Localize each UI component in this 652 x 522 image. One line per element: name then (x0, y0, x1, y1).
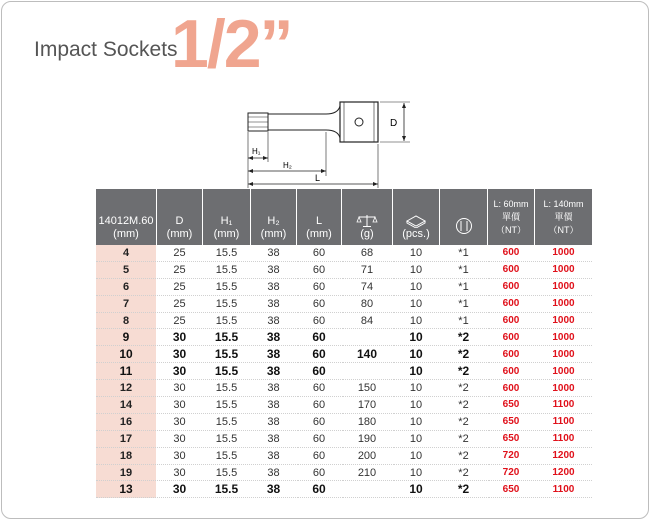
size-cell: 14 (96, 397, 156, 414)
table-row (96, 397, 592, 414)
col-header-l-unit: (mm) (306, 228, 332, 240)
table-row (96, 363, 592, 380)
price-60-cell: 600 (488, 279, 534, 296)
price-60-cell: 650 (488, 481, 534, 498)
col-header-price-140-unit: （NT） (548, 224, 579, 235)
weight-cell: 74 (342, 279, 392, 296)
size-cell: 17 (96, 431, 156, 448)
h2-cell: 38 (251, 481, 296, 498)
h2-cell: 38 (251, 245, 296, 262)
col-header-h1 (203, 189, 250, 245)
l-cell: 60 (297, 380, 341, 397)
h2-cell: 38 (251, 346, 296, 363)
price-140-cell: 1000 (535, 279, 592, 296)
weight-cell: 180 (342, 414, 392, 431)
h1-cell: 15.5 (203, 465, 250, 482)
type-cell: *2 (440, 397, 487, 414)
d-cell: 30 (157, 363, 202, 380)
d-cell: 25 (157, 245, 202, 262)
weight-cell: 150 (342, 380, 392, 397)
h1-cell: 15.5 (203, 313, 250, 330)
price-60-cell: 600 (488, 313, 534, 330)
size-cell: 16 (96, 414, 156, 431)
pcs-cell: 10 (393, 313, 439, 330)
size-cell: 8 (96, 313, 156, 330)
weight-cell: 210 (342, 465, 392, 482)
col-header-price-140 (535, 189, 592, 245)
table-row (96, 329, 592, 346)
col-header-l-label: L (315, 215, 323, 227)
price-60-cell: 650 (488, 431, 534, 448)
h2-cell: 38 (251, 448, 296, 465)
price-140-cell: 1100 (535, 431, 592, 448)
h2-cell: 38 (251, 397, 296, 414)
size-cell: 18 (96, 448, 156, 465)
type-cell: *2 (440, 329, 487, 346)
size-cell: 19 (96, 465, 156, 482)
pcs-cell: 10 (393, 329, 439, 346)
type-cell: *2 (440, 363, 487, 380)
d-cell: 25 (157, 262, 202, 279)
spec-table (95, 189, 593, 498)
l-cell: 60 (297, 465, 341, 482)
pcs-cell: 10 (393, 431, 439, 448)
col-header-h2 (251, 189, 296, 245)
price-60-cell: 720 (488, 465, 534, 482)
price-60-cell: 650 (488, 397, 534, 414)
l-cell: 60 (297, 363, 341, 380)
col-header-d-unit: (mm) (166, 228, 193, 240)
h1-cell: 15.5 (203, 279, 250, 296)
price-140-cell: 1100 (535, 481, 592, 498)
table-row (96, 313, 592, 330)
d-cell: 30 (157, 481, 202, 498)
price-140-cell: 1100 (535, 397, 592, 414)
col-header-pcs-unit: (pcs.) (402, 228, 430, 240)
h1-cell: 15.5 (203, 380, 250, 397)
weight-cell (342, 329, 392, 346)
scale-icon (356, 214, 378, 228)
type-cell: *1 (440, 245, 487, 262)
table-row (96, 296, 592, 313)
d-cell: 30 (157, 448, 202, 465)
h1-cell: 15.5 (203, 481, 250, 498)
price-140-cell: 1000 (535, 245, 592, 262)
type-cell: *1 (440, 313, 487, 330)
dim-h2-label: H₂ (283, 161, 292, 170)
price-60-cell: 600 (488, 262, 534, 279)
weight-cell (342, 363, 392, 380)
col-header-d (157, 189, 202, 245)
weight-cell: 140 (342, 346, 392, 363)
price-140-cell: 1000 (535, 346, 592, 363)
size-cell: 4 (96, 245, 156, 262)
table-row (96, 346, 592, 363)
price-60-cell: 650 (488, 414, 534, 431)
col-header-price-140-length: L: 140mm (543, 198, 584, 209)
size-cell: 10 (96, 346, 156, 363)
size-cell: 13 (96, 481, 156, 498)
table-row (96, 448, 592, 465)
pcs-cell: 10 (393, 414, 439, 431)
size-cell: 5 (96, 262, 156, 279)
table-row (96, 465, 592, 482)
price-140-cell: 1100 (535, 414, 592, 431)
price-140-cell: 1000 (535, 262, 592, 279)
h1-cell: 15.5 (203, 431, 250, 448)
h2-cell: 38 (251, 262, 296, 279)
d-cell: 30 (157, 346, 202, 363)
price-60-cell: 600 (488, 346, 534, 363)
pcs-cell: 10 (393, 262, 439, 279)
l-cell: 60 (297, 245, 341, 262)
table-row (96, 279, 592, 296)
price-60-cell: 600 (488, 245, 534, 262)
type-cell: *1 (440, 262, 487, 279)
h2-cell: 38 (251, 363, 296, 380)
h2-cell: 38 (251, 380, 296, 397)
d-cell: 30 (157, 380, 202, 397)
h2-cell: 38 (251, 313, 296, 330)
price-140-cell: 1200 (535, 465, 592, 482)
price-140-cell: 1000 (535, 363, 592, 380)
table-row (96, 414, 592, 431)
price-60-cell: 600 (488, 380, 534, 397)
col-header-weight (342, 189, 392, 245)
dim-h1-label: H₁ (252, 147, 261, 156)
l-cell: 60 (297, 481, 341, 498)
h2-cell: 38 (251, 296, 296, 313)
weight-cell: 84 (342, 313, 392, 330)
price-60-cell: 600 (488, 329, 534, 346)
box-icon (405, 214, 427, 228)
col-header-model (96, 189, 156, 245)
d-cell: 30 (157, 431, 202, 448)
col-header-weight-unit: (g) (360, 228, 374, 240)
table-row (96, 262, 592, 279)
l-cell: 60 (297, 313, 341, 330)
size-cell: 7 (96, 296, 156, 313)
col-header-type (440, 189, 487, 245)
price-140-cell: 1000 (535, 380, 592, 397)
pcs-cell: 10 (393, 448, 439, 465)
h1-cell: 15.5 (203, 262, 250, 279)
hex-socket-icon (455, 217, 473, 235)
size-cell: 9 (96, 329, 156, 346)
price-140-cell: 1000 (535, 296, 592, 313)
socket-size-heading: 1/2” (171, 6, 292, 82)
price-140-cell: 1000 (535, 313, 592, 330)
pcs-cell: 10 (393, 296, 439, 313)
weight-cell: 190 (342, 431, 392, 448)
l-cell: 60 (297, 296, 341, 313)
h2-cell: 38 (251, 279, 296, 296)
col-header-pcs (393, 189, 439, 245)
page-title: Impact Sockets (34, 38, 178, 61)
pcs-cell: 10 (393, 363, 439, 380)
type-cell: *2 (440, 380, 487, 397)
table-row (96, 481, 592, 498)
l-cell: 60 (297, 414, 341, 431)
l-cell: 60 (297, 397, 341, 414)
col-header-price-60-length: L: 60mm (493, 198, 529, 209)
d-cell: 30 (157, 414, 202, 431)
pcs-cell: 10 (393, 397, 439, 414)
h2-cell: 38 (251, 465, 296, 482)
table-row (96, 245, 592, 262)
price-140-cell: 1200 (535, 448, 592, 465)
col-header-price-60 (488, 189, 534, 245)
h1-cell: 15.5 (203, 414, 250, 431)
type-cell: *2 (440, 448, 487, 465)
l-cell: 60 (297, 262, 341, 279)
pcs-cell: 10 (393, 481, 439, 498)
col-header-h2-unit: (mm) (260, 228, 287, 240)
dim-d-label: D (390, 118, 398, 129)
l-cell: 60 (297, 431, 341, 448)
l-cell: 60 (297, 346, 341, 363)
l-cell: 60 (297, 329, 341, 346)
dim-l-label: L (315, 173, 321, 183)
col-header-model-unit: (mm) (113, 228, 139, 240)
table-header-row (96, 189, 592, 245)
size-cell: 6 (96, 279, 156, 296)
col-header-price-140-label: 單價 (554, 211, 573, 222)
h2-cell: 38 (251, 431, 296, 448)
h1-cell: 15.5 (203, 329, 250, 346)
weight-cell: 170 (342, 397, 392, 414)
h1-cell: 15.5 (203, 346, 250, 363)
pcs-cell: 10 (393, 245, 439, 262)
type-cell: *2 (440, 414, 487, 431)
h2-cell: 38 (251, 414, 296, 431)
table-row (96, 380, 592, 397)
table-row (96, 431, 592, 448)
h1-cell: 15.5 (203, 448, 250, 465)
col-header-h2-label: H₂ (267, 215, 280, 227)
d-cell: 25 (157, 279, 202, 296)
price-60-cell: 600 (488, 363, 534, 380)
col-header-l (297, 189, 341, 245)
h1-cell: 15.5 (203, 245, 250, 262)
d-cell: 30 (157, 397, 202, 414)
pcs-cell: 10 (393, 279, 439, 296)
pcs-cell: 10 (393, 346, 439, 363)
weight-cell: 200 (342, 448, 392, 465)
price-60-cell: 600 (488, 296, 534, 313)
col-header-price-60-unit: （NT） (496, 224, 526, 235)
col-header-price-60-label: 單價 (501, 211, 520, 222)
col-header-h1-label: H₁ (220, 215, 233, 227)
pcs-cell: 10 (393, 465, 439, 482)
h1-cell: 15.5 (203, 296, 250, 313)
col-header-model-label: 14012M.60 (98, 215, 154, 227)
col-header-d-label: D (175, 215, 184, 227)
d-cell: 30 (157, 465, 202, 482)
size-cell: 11 (96, 363, 156, 380)
type-cell: *2 (440, 481, 487, 498)
weight-cell (342, 481, 392, 498)
pcs-cell: 10 (393, 380, 439, 397)
type-cell: *1 (440, 279, 487, 296)
price-60-cell: 720 (488, 448, 534, 465)
h1-cell: 15.5 (203, 397, 250, 414)
type-cell: *1 (440, 296, 487, 313)
d-cell: 25 (157, 296, 202, 313)
d-cell: 25 (157, 313, 202, 330)
h2-cell: 38 (251, 329, 296, 346)
h1-cell: 15.5 (203, 363, 250, 380)
weight-cell: 71 (342, 262, 392, 279)
weight-cell: 80 (342, 296, 392, 313)
price-140-cell: 1000 (535, 329, 592, 346)
socket-dimension-diagram (240, 96, 410, 188)
d-cell: 30 (157, 329, 202, 346)
l-cell: 60 (297, 279, 341, 296)
weight-cell: 68 (342, 245, 392, 262)
l-cell: 60 (297, 448, 341, 465)
type-cell: *2 (440, 465, 487, 482)
type-cell: *2 (440, 346, 487, 363)
type-cell: *2 (440, 431, 487, 448)
col-header-h1-unit: (mm) (213, 228, 240, 240)
size-cell: 12 (96, 380, 156, 397)
